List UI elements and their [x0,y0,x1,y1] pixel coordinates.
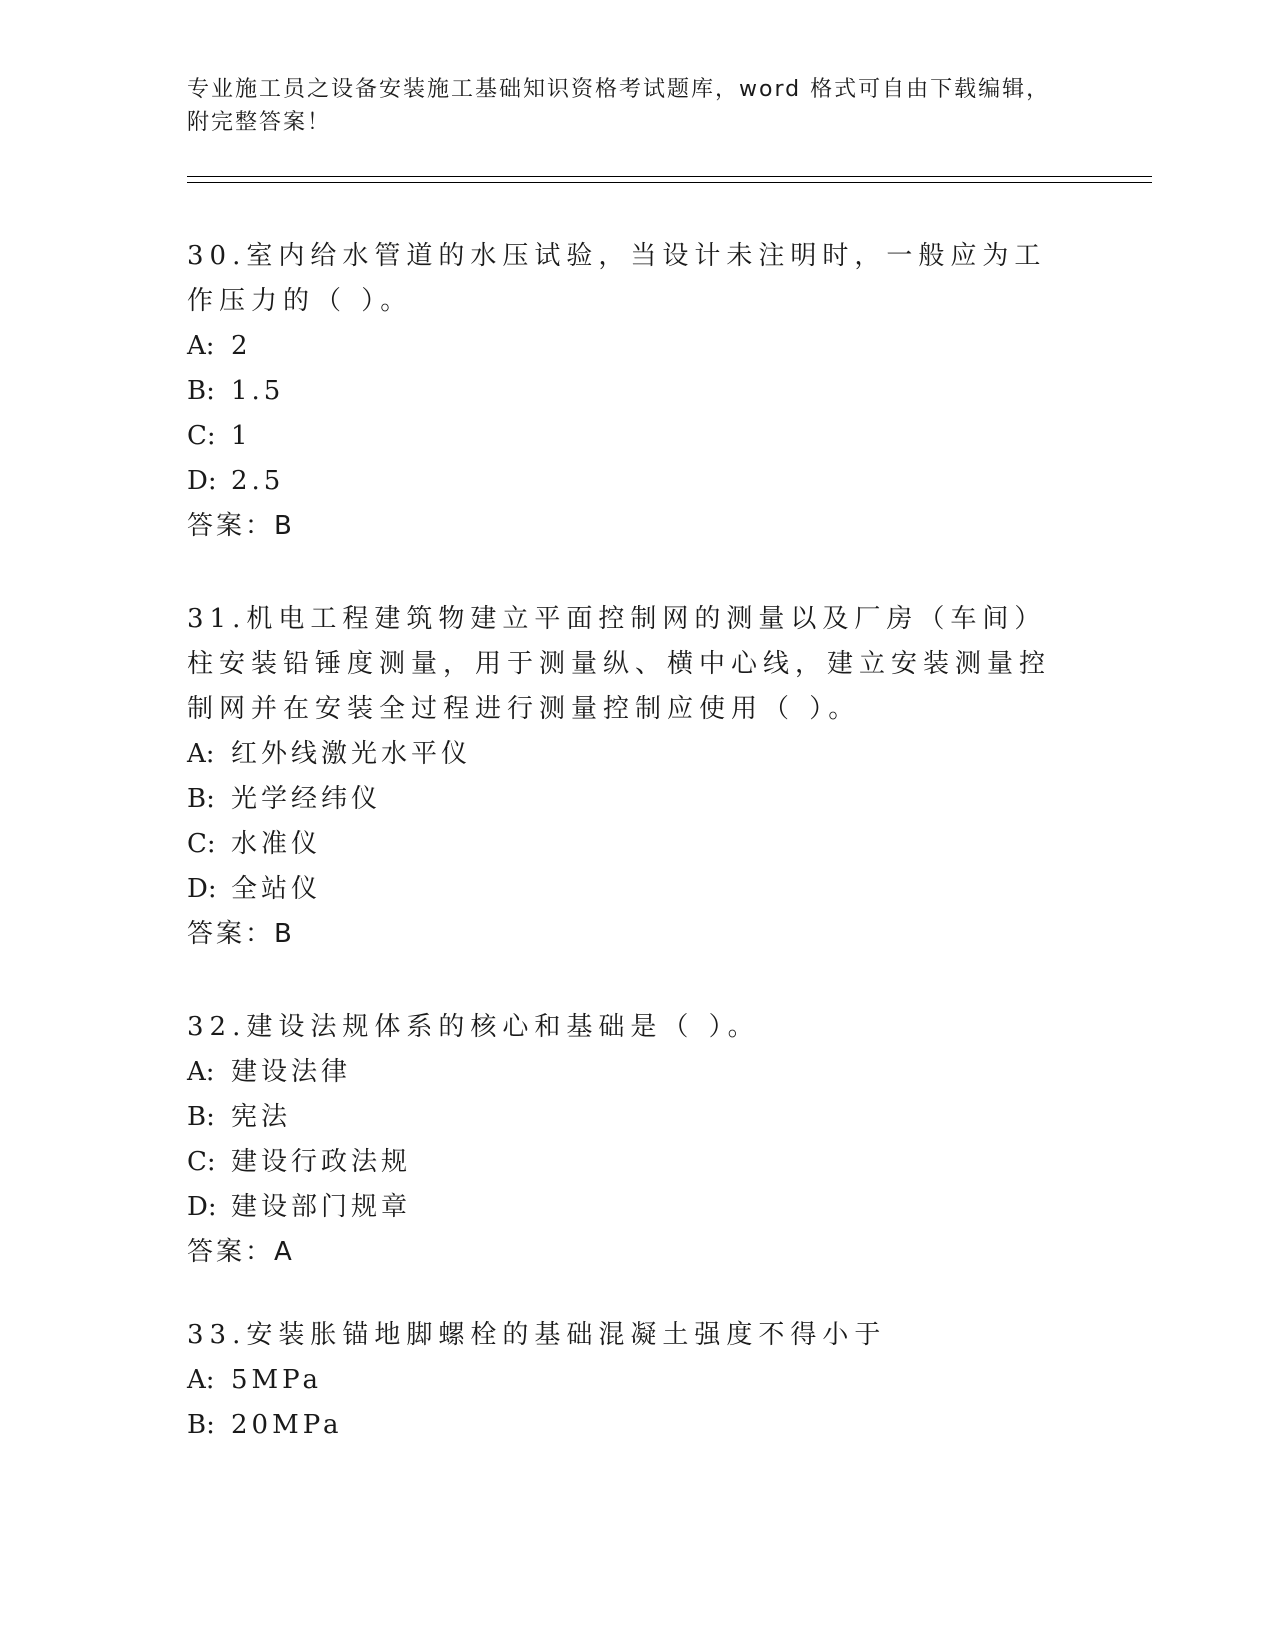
question-stem: 33.安装胀锚地脚螺栓的基础混凝土强度不得小于 [187,1320,887,1350]
option-key: A: [187,739,215,769]
option-c [187,822,1067,867]
option-key: A: [187,1365,215,1395]
option-d [187,867,1067,912]
option-key: B: [187,376,215,406]
option-c [187,1140,1067,1185]
option-b [187,369,1067,414]
option-text: 全站仪 [231,874,322,904]
option-a [187,1050,1067,1095]
option-a [187,732,1067,777]
option-key: C: [187,1147,216,1177]
header-divider-bottom [187,182,1152,183]
option-a [187,1358,1067,1403]
option-text: 建设行政法规 [231,1147,412,1177]
option-key: A: [187,331,215,361]
answer-line: 答案：B [187,511,295,541]
option-key: B: [187,784,215,814]
question-stem: 31.机电工程建筑物建立平面控制网的测量以及厂房（车间）柱安装铅锤度测量，用于测量纵、横中心线，建立安装测量控制网并在安装全过程进行测量控制应使用（ ）。 [187,604,1052,724]
option-text: 20MPa [231,1410,343,1440]
answer-line: 答案：B [187,919,295,949]
option-c [187,414,1067,459]
answer-line: 答案：A [187,1237,295,1267]
option-text: 2 [231,331,252,361]
option-text: 光学经纬仪 [231,784,382,814]
header-divider-top [187,176,1152,177]
question-stem: 32.建设法规体系的核心和基础是（ ）。 [187,1012,760,1042]
option-key: C: [187,421,216,451]
option-text: 红外线激光水平仪 [231,739,472,769]
option-text: 2.5 [231,466,285,496]
header-line-2: 附完整答案！ [187,110,332,135]
option-b [187,1095,1067,1140]
option-key: A: [187,1057,215,1087]
option-text: 1 [231,421,252,451]
option-key: D: [187,1192,217,1222]
header-line-1: 专业施工员之设备安装施工基础知识资格考试题库，word 格式可自由下载编辑， [187,77,1051,102]
question-33 [187,1313,1067,1448]
option-d [187,459,1067,504]
option-key: C: [187,829,216,859]
option-b [187,1403,1067,1448]
option-text: 建设部门规章 [231,1192,412,1222]
option-text: 5MPa [231,1365,322,1395]
option-key: B: [187,1410,215,1440]
option-key: D: [187,874,217,904]
option-text: 建设法律 [231,1057,352,1087]
option-a [187,324,1067,369]
option-d [187,1185,1067,1230]
option-text: 宪法 [231,1102,292,1132]
option-b [187,777,1067,822]
option-text: 1.5 [231,376,285,406]
question-32 [187,1005,1067,1275]
option-key: D: [187,466,217,496]
option-text: 水准仪 [231,829,322,859]
document-header [187,73,1087,139]
question-31 [187,597,1067,957]
question-30 [187,234,1067,549]
option-key: B: [187,1102,215,1132]
question-stem: 30.室内给水管道的水压试验，当设计未注明时，一般应为工作压力的（ ）。 [187,241,1047,316]
